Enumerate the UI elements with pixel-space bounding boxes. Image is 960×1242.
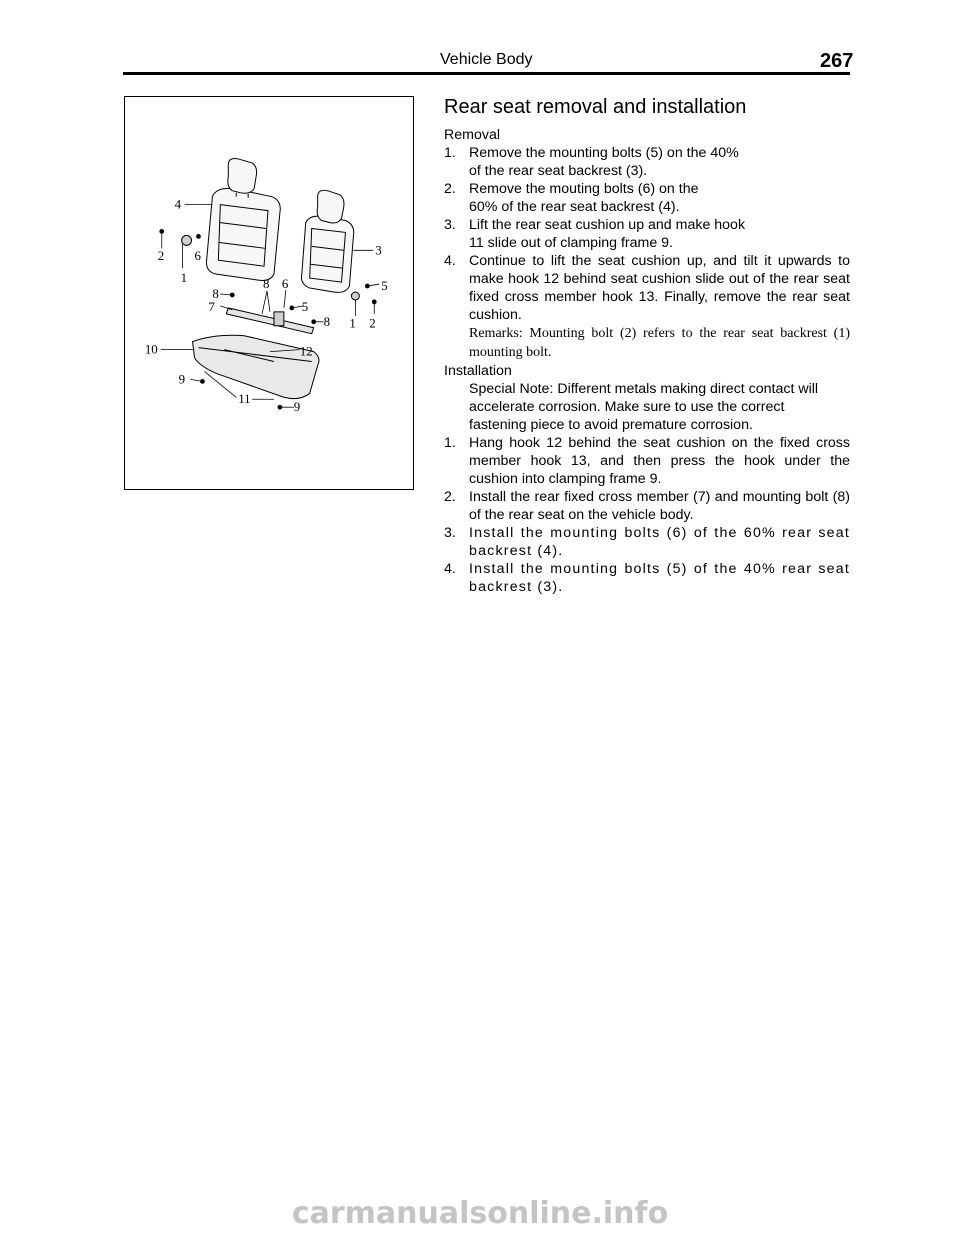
step-number: 2. <box>444 181 456 197</box>
callout-5: 5 <box>301 298 309 314</box>
installation-step <box>444 488 850 524</box>
installation-heading: Installation <box>444 363 512 379</box>
step-number: 3. <box>444 525 456 541</box>
callout-3: 3 <box>375 242 382 258</box>
step-number: 1. <box>444 435 456 451</box>
header-divider <box>123 72 850 75</box>
callout-8: 8 <box>323 313 331 329</box>
section-title: Rear seat removal and installation <box>444 96 747 118</box>
page-number: 267 <box>820 50 854 72</box>
step-number: 4. <box>444 253 456 269</box>
callout-5: 5 <box>381 278 388 294</box>
step-text: Continue to lift the seat cushion up, and tilt it upwards to make hook 12 behind seat cushion slide out of the rear seat fixed cross member hook 13. Finally, remove the rear seat cushion. <box>469 253 850 323</box>
installation-step <box>444 560 850 596</box>
installation-step <box>444 434 850 488</box>
installation-step <box>444 524 850 560</box>
callout-8: 8 <box>212 285 219 301</box>
callout-6: 6 <box>194 248 201 264</box>
step-text: Remove the mouting bolts (6) on the 60% of the rear seat backrest (4). <box>469 181 699 215</box>
watermark: carmanualsonline.info <box>291 1196 669 1231</box>
header-title: Vehicle Body <box>440 51 533 68</box>
step-text: Remove the mounting bolts (5) on the 40% of the rear seat backrest (3). <box>469 145 739 179</box>
callout-9: 9 <box>293 399 301 415</box>
procedure-text <box>444 126 850 596</box>
callout-4: 4 <box>174 196 182 212</box>
callout-8: 8 <box>263 276 270 292</box>
special-note: Special Note: Different metals making direct contact will accelerate corrosion. Make sure to use the correct fastening piece to avoid premature corrosion. <box>469 381 819 433</box>
step-number: 4. <box>444 561 456 577</box>
callout-1: 1 <box>180 270 188 286</box>
remark-note: Remarks: Mounting bolt (2) refers to the rear seat backrest (1) mounting bolt. <box>469 326 850 360</box>
left-backrest-drawing <box>206 159 280 281</box>
removal-step <box>444 216 850 252</box>
right-backrest-drawing <box>301 190 353 292</box>
callout-6: 6 <box>281 276 289 292</box>
step-number: 3. <box>444 217 456 233</box>
callout-1: 1 <box>349 315 356 331</box>
step-text: Lift the rear seat cushion up and make hook 11 slide out of clamping frame 9. <box>469 217 746 251</box>
step-number: 1. <box>444 145 456 161</box>
callout-9: 9 <box>178 371 186 387</box>
callout-2: 2 <box>369 315 376 331</box>
seat-exploded-diagram <box>124 96 414 490</box>
callout-10: 10 <box>144 341 158 357</box>
removal-heading: Removal <box>444 127 500 143</box>
step-text: Install the rear fixed cross member (7) and mounting bolt (8) of the rear seat on the vehicle body. <box>469 489 850 523</box>
step-number: 2. <box>444 489 456 505</box>
removal-step <box>444 252 850 324</box>
callout-12: 12 <box>299 343 313 359</box>
step-text: Install the mounting bolts (5) of the 40% rear seat backrest (3). <box>469 561 850 595</box>
callout-7: 7 <box>208 298 215 314</box>
callout-11: 11 <box>238 391 251 407</box>
removal-step <box>444 180 850 216</box>
removal-step <box>444 144 850 180</box>
callout-2: 2 <box>157 248 165 264</box>
step-text: Hang hook 12 behind the seat cushion on the fixed cross member hook 13, and then press the hook under the cushion into clamping frame 9. <box>469 435 850 487</box>
step-text: Install the mounting bolts (6) of the 60% rear seat backrest (4). <box>469 525 850 559</box>
